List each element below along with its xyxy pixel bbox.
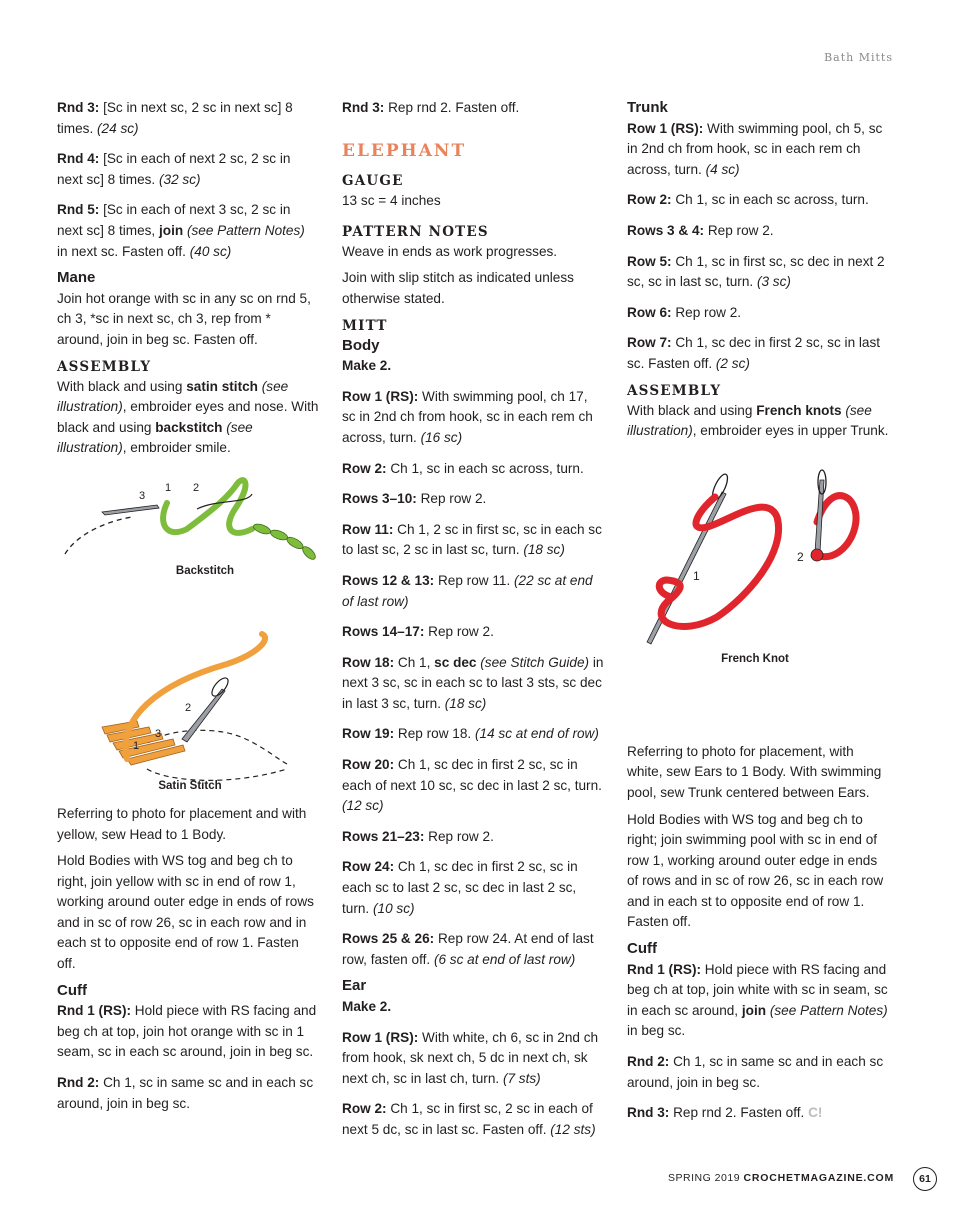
row-19: Row 19: Rep row 18. (14 sc at end of row) bbox=[342, 726, 599, 742]
needle-icon-2 bbox=[182, 689, 225, 742]
body-make: Make 2. bbox=[342, 358, 392, 374]
pattern-notes-heading: PATTERN NOTES bbox=[342, 223, 489, 240]
backstitch-num-2: 2 bbox=[193, 481, 200, 494]
row-11: Row 11: Ch 1, 2 sc in first sc, sc in each sc to last sc, 2 sc in last sc, turn. (18 sc) bbox=[342, 521, 602, 558]
mane-heading: Mane bbox=[57, 269, 96, 287]
green-yarn bbox=[163, 480, 252, 533]
trunk-heading: Trunk bbox=[627, 99, 668, 116]
trunk-row-2: Row 2: Ch 1, sc in each sc across, turn. bbox=[627, 192, 869, 208]
trunk-row-6: Row 6: Rep row 2. bbox=[627, 304, 742, 320]
satin-num-1: 1 bbox=[133, 739, 140, 752]
satin-fill-stitches bbox=[102, 721, 185, 765]
ear-make: Make 2. bbox=[342, 999, 392, 1014]
column-1 bbox=[57, 98, 319, 1124]
backstitch-num-3: 3 bbox=[139, 489, 146, 502]
trunk-rows-3-4: Rows 3 & 4: Rep row 2. bbox=[627, 222, 774, 238]
rows-14-17: Rows 14–17: Rep row 2. bbox=[342, 624, 494, 640]
pattern-note-1: Weave in ends as work progresses. bbox=[342, 243, 558, 259]
rows-3-10: Rows 3–10: Rep row 2. bbox=[342, 491, 487, 507]
ear-row-1: Row 1 (RS): With white, ch 6, sc in 2nd ch from hook, sk next ch, 5 dc in next ch, sk next ch, sc in last ch, turn. (7 sts) bbox=[342, 1029, 599, 1086]
assembly-heading: ASSEMBLY bbox=[57, 358, 152, 375]
rows-21-23: Rows 21–23: Rep row 2. bbox=[342, 828, 494, 844]
satin-caption: Satin Stitch bbox=[158, 779, 222, 792]
trunk-row-5: Row 5: Ch 1, sc in first sc, sc dec in next 2 sc, sc in last sc, turn. (3 sc) bbox=[627, 253, 885, 290]
french-knot bbox=[811, 549, 823, 561]
french-num-1: 1 bbox=[693, 568, 700, 583]
backstitch-num-1: 1 bbox=[165, 481, 172, 494]
cuff-rnd-1: Rnd 1 (RS): Hold piece with RS facing and beg ch at top, join hot orange with sc in 1 seam, sc in each sc around, join in beg sc. bbox=[57, 1003, 317, 1060]
end-mark-logo: C! bbox=[808, 1105, 823, 1121]
rnd-3-fasten: Rnd 3: Rep rnd 2. Fasten off. bbox=[342, 100, 520, 115]
backstitch-segments bbox=[252, 522, 317, 561]
col1-para-2: Hold Bodies with WS tog and beg ch to right, join yellow with sc in end of row 1, working around outer edge in ends of rows and in sc of row 26, sc in each row and in each st to opposite end of row 1. Fasten off. bbox=[57, 853, 314, 972]
col3-para-1: Referring to photo for placement, with white, sew Ears to 1 Body. With swimming pool, sew Trunk centered between Ears. bbox=[627, 743, 882, 800]
satin-num-2: 2 bbox=[185, 701, 192, 714]
backstitch-caption: Backstitch bbox=[175, 564, 235, 577]
row-20: Row 20: Ch 1, sc dec in first 2 sc, sc in each of next 10 sc, sc dec in last 2 sc, turn. (12 sc) bbox=[342, 757, 602, 814]
elephant-assembly-heading: ASSEMBLY bbox=[627, 382, 722, 399]
cuff-heading: Cuff bbox=[57, 981, 87, 999]
satin-stitch-illustration bbox=[57, 609, 319, 804]
column-3 bbox=[627, 98, 892, 1134]
french-knot-caption: French Knot bbox=[721, 652, 789, 665]
row-24: Row 24: Ch 1, sc dec in first 2 sc, sc in each sc to last 2 sc, sc dec in last 2 sc, turn. (10 sc) bbox=[342, 859, 578, 916]
french-knot-illustration bbox=[627, 452, 892, 742]
col3-para-2: Hold Bodies with WS tog and beg ch to right; join swimming pool with sc in end of row 1, working around outer edge in ends of rows and in sc of row 26, sc in each row and in each st to opposite end of row 1. Fasten off. bbox=[627, 811, 884, 930]
elephant-cuff-heading: Cuff bbox=[627, 940, 657, 958]
running-header: Bath Mitts bbox=[824, 51, 893, 64]
row-18: Row 18: Ch 1, sc dec (see Stitch Guide) in next 3 sc, sc in each sc to last 3 sts, sc dec in last 3 sc, turn. (18 sc) bbox=[342, 654, 604, 711]
cuff-rnd-2: Rnd 2: Ch 1, sc in same sc and in each sc around, join in beg sc. bbox=[57, 1075, 314, 1111]
ear-row-2: Row 2: Ch 1, sc in first sc, 2 sc in each of next 5 dc, sc in last sc. Fasten off. (12 sts) bbox=[342, 1101, 596, 1137]
rnd-5-instruction: Rnd 5: [Sc in each of next 3 sc, 2 sc in next sc] 8 times, join (see Pattern Notes) in next sc. Fasten off. (40 sc) bbox=[57, 202, 305, 259]
elephant-cuff-rnd-3: Rnd 3: Rep rnd 2. Fasten off. C! bbox=[627, 1105, 823, 1121]
row-2: Row 2: Ch 1, sc in each sc across, turn. bbox=[342, 460, 584, 476]
mane-text: Join hot orange with sc in any sc on rnd 5, ch 3, *sc in next sc, ch 3, rep from * around, join in beg sc. Fasten off. bbox=[57, 290, 311, 347]
satin-dashed-bottom bbox=[147, 769, 287, 780]
elephant-assembly-text: With black and using French knots (see illustration), embroider eyes in upper Trunk. bbox=[627, 402, 889, 439]
gauge-text: 13 sc = 4 inches bbox=[342, 193, 441, 209]
row-1: Row 1 (RS): With swimming pool, ch 17, sc in 2nd ch from hook, sc in each rem ch across, turn. (16 sc) bbox=[342, 388, 593, 445]
rnd-3-instruction: Rnd 3: [Sc in next sc, 2 sc in next sc] 8 times. (24 sc) bbox=[57, 100, 293, 136]
body-heading: Body bbox=[342, 336, 380, 354]
trunk-row-7: Row 7: Ch 1, sc dec in first 2 sc, sc in last sc. Fasten off. (2 sc) bbox=[627, 335, 881, 371]
footer bbox=[668, 1172, 894, 1184]
col1-para-1: Referring to photo for placement and with yellow, sew Head to 1 Body. bbox=[57, 805, 307, 842]
backstitch-dashed-path bbox=[65, 517, 132, 554]
footer-site: CROCHETMAGAZINE.COM bbox=[743, 1172, 894, 1184]
elephant-cuff-rnd-2: Rnd 2: Ch 1, sc in same sc and in each sc around, join in beg sc. bbox=[627, 1054, 884, 1090]
elephant-cuff-rnd-1: Rnd 1 (RS): Hold piece with RS facing and beg ch at top, join white with sc in seam, sc in each sc around, join (see Pattern Notes) in beg sc. bbox=[627, 961, 888, 1039]
red-yarn-1 bbox=[659, 497, 778, 626]
pattern-note-2: Join with slip stitch as indicated unless otherwise stated. bbox=[342, 270, 574, 306]
column-2 bbox=[342, 98, 604, 1151]
assembly-text: With black and using satin stitch (see illustration), embroider eyes and nose. With black and using backstitch (see illustration), embroider smile. bbox=[57, 378, 319, 456]
page-number: 61 bbox=[913, 1167, 937, 1191]
rnd-4-instruction: Rnd 4: [Sc in each of next 2 sc, 2 sc in next sc] 8 times. (32 sc) bbox=[57, 151, 291, 187]
mitt-heading: MITT bbox=[342, 317, 388, 334]
satin-num-3: 3 bbox=[155, 727, 162, 740]
french-num-2: 2 bbox=[797, 549, 804, 564]
needle-icon bbox=[102, 505, 159, 515]
rows-12-13: Rows 12 & 13: Rep row 11. (22 sc at end of last row) bbox=[342, 572, 593, 609]
trunk-row-1: Row 1 (RS): With swimming pool, ch 5, sc in 2nd ch from hook, sc in each rem ch across, turn. (4 sc) bbox=[627, 120, 883, 177]
backstitch-illustration bbox=[57, 469, 319, 609]
gauge-heading: GAUGE bbox=[342, 173, 404, 190]
rows-25-26: Rows 25 & 26: Rep row 24. At end of last row, fasten off. (6 sc at end of last row) bbox=[342, 931, 594, 967]
ear-heading: Ear bbox=[342, 977, 367, 995]
footer-season: SPRING 2019 bbox=[668, 1172, 741, 1184]
elephant-heading: ELEPHANT bbox=[342, 140, 467, 161]
